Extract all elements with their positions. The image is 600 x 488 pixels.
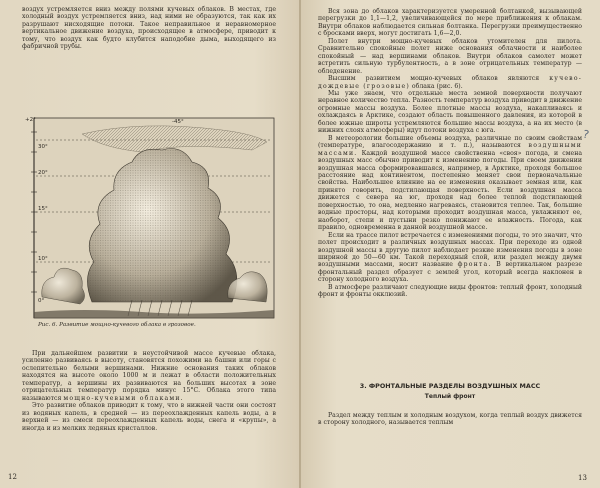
- scale-top-label: +2°: [25, 117, 36, 123]
- paragraph: Раздел между теплым и холодным воздухом, когда теплый воздух движется в сторону холодного, называется теплым: [318, 412, 582, 427]
- section-title: 3. ФРОНТАЛЬНЫЕ РАЗДЕЛЫ ВОЗДУШНЫХ МАСС: [359, 382, 541, 390]
- paragraph: Если на трассе пилот встречается с изменениями погоды, то это значит, что полет происходит в различных воздушных массах. При переходе из одной воздушной массы в другую пилот наблюдает резкие изменения погоды в зоне шириной до 50—60 км. Такой переходный слой, или раздел между двумя воздушными массами, носит название фронта. В вертикальном разрезе фронтальный раздел образует с землей угол, который всегда наклонен в сторону холодного воздуха.: [318, 231, 582, 284]
- paragraph: При дальнейшем развитии в неустойчивой массе кучевые облака, усиленно развиваясь в высоту, становятся похожими на башни или горы с ослепительно белыми вершинами. Нижние основания таких облаков находятся на высоте около 1000 м и лежат в области положительных температур, а вершины их развиваются на больших высотах в зоне отрицательных температур порядка минус 15°С. Облака этого типа называются мощно-кучевыми облаками.: [22, 350, 276, 402]
- paragraph: воздух устремляется вниз между полями кучевых облаков. В местах, где холодный воздух устремляется вниз, над ними не образуются, так как их разрушают нисходящие потоки. Такое неправильное и неравномерное вертикальное движение воздуха, происходящее в атмосфере, приводит к тому, что воздух как будто клубится наподобие дыма, выходящего из фабричной трубы.: [22, 6, 276, 51]
- right-page: [301, 0, 600, 488]
- tick-label-30: 30°: [38, 144, 48, 150]
- paragraph: Мы уже знаем, что отдельные места земной поверхности получают неравное количество тепла. Разность температур воздуха приводит в движение огромные массы воздуха. Более плотные массы воздуха, накапливаясь и охлаждаясь в Арктике, создают область повышенного давления, из которой в более южные широты устремляются большие массы воздуха, а на их место (в нижних слоях атмосферы) идут потоки воздуха с юга.: [318, 89, 582, 135]
- subsection-title: Теплый фронт: [424, 393, 476, 400]
- paragraph: Это развитие облаков приводит к тому, что в нижней части они состоят из водяных капель, в средней — из переохлажденных капель воды, а в верхней — из смеси переохлажденных капель воды, снега и «крупы», а иногда и из мелких ледяных кристаллов.: [22, 402, 276, 432]
- tick-label-15: 15°: [38, 206, 48, 212]
- paragraph: В метеорологии большие объемы воздуха, различные по своим свойствам (температуре, влагосодержанию и т. п.), называются воздушными массами. Каждой воздушной массе свойственна «своя» погода, и смена воздушных масс обычно приводит к изменению погоды. При своем движении воздушная масса сформировавшаяся, например, в Арктике, проходя большое расстояние над континентом, постепенно меняет свои первоначальные свойства. Наибольшее влияние на ее изменения оказывает земная или, как принято говорить, подстилающая поверхность. Если воздушная масса движется с севера на юг, проходя над более теплой подстилающей поверхностью, то она, медленно нагреваясь, становится теплее. Так, большие водные просторы, над которыми проходит воздушная масса, увлажняют ее, наоборот, степи и пустыни резко понижают ее влажность. Погода, как правило, одновременна в данной воздушной массе.: [318, 134, 582, 232]
- paragraph: В атмосфере различают следующие виды фронтов: теплый фронт, холодный фронт и фронты окклюзий.: [318, 283, 582, 299]
- figure-thunderstorm-cloud: [22, 112, 278, 327]
- page-number: 13: [578, 474, 587, 482]
- paragraph: Вся зона до облаков характеризуется умеренной болтанкой, вызывающей перегрузки до 1,1—1,2, увеличивающейся по мере приближения к облакам. Внутри облаков наблюдается сильная болтанка. Перегрузки преимущественно с бросками вверх, могут достигать 1,6—2,0.: [318, 8, 582, 38]
- right-page-main-text: [318, 8, 582, 299]
- tick-label-20: 20°: [38, 170, 48, 176]
- cloud-illustration: [22, 112, 278, 327]
- left-page-top-paragraph: [22, 6, 276, 51]
- page-number: 12: [8, 473, 17, 481]
- tick-label-10: 10°: [38, 256, 48, 262]
- left-page: [0, 0, 299, 488]
- paragraph: Полет внутри мощно-кучевых облаков утомителен для пилота. Сравнительно спокойные полет ниже основания облачности и наиболее спокойный — над вершинами облаков. Внутри облаков самолет может встретить сильную турбулентность, а в зоне отрицательных температур — обледенение.: [318, 37, 582, 75]
- pencil-mark: ?: [581, 127, 591, 142]
- right-page-tail-text: [318, 412, 582, 427]
- anvil-temp-label: -45°: [172, 119, 184, 125]
- left-page-bottom-text: [22, 350, 276, 432]
- paragraph: Высшим развитием мощно-кучевых облаков являются кучево-дождевые (грозовые) облака (рис. 6).: [318, 75, 582, 90]
- figure-caption: Рис. 6. Развитие мощно-кучевого облака в грозовое.: [38, 322, 196, 328]
- tick-label-0: 0°: [38, 298, 45, 304]
